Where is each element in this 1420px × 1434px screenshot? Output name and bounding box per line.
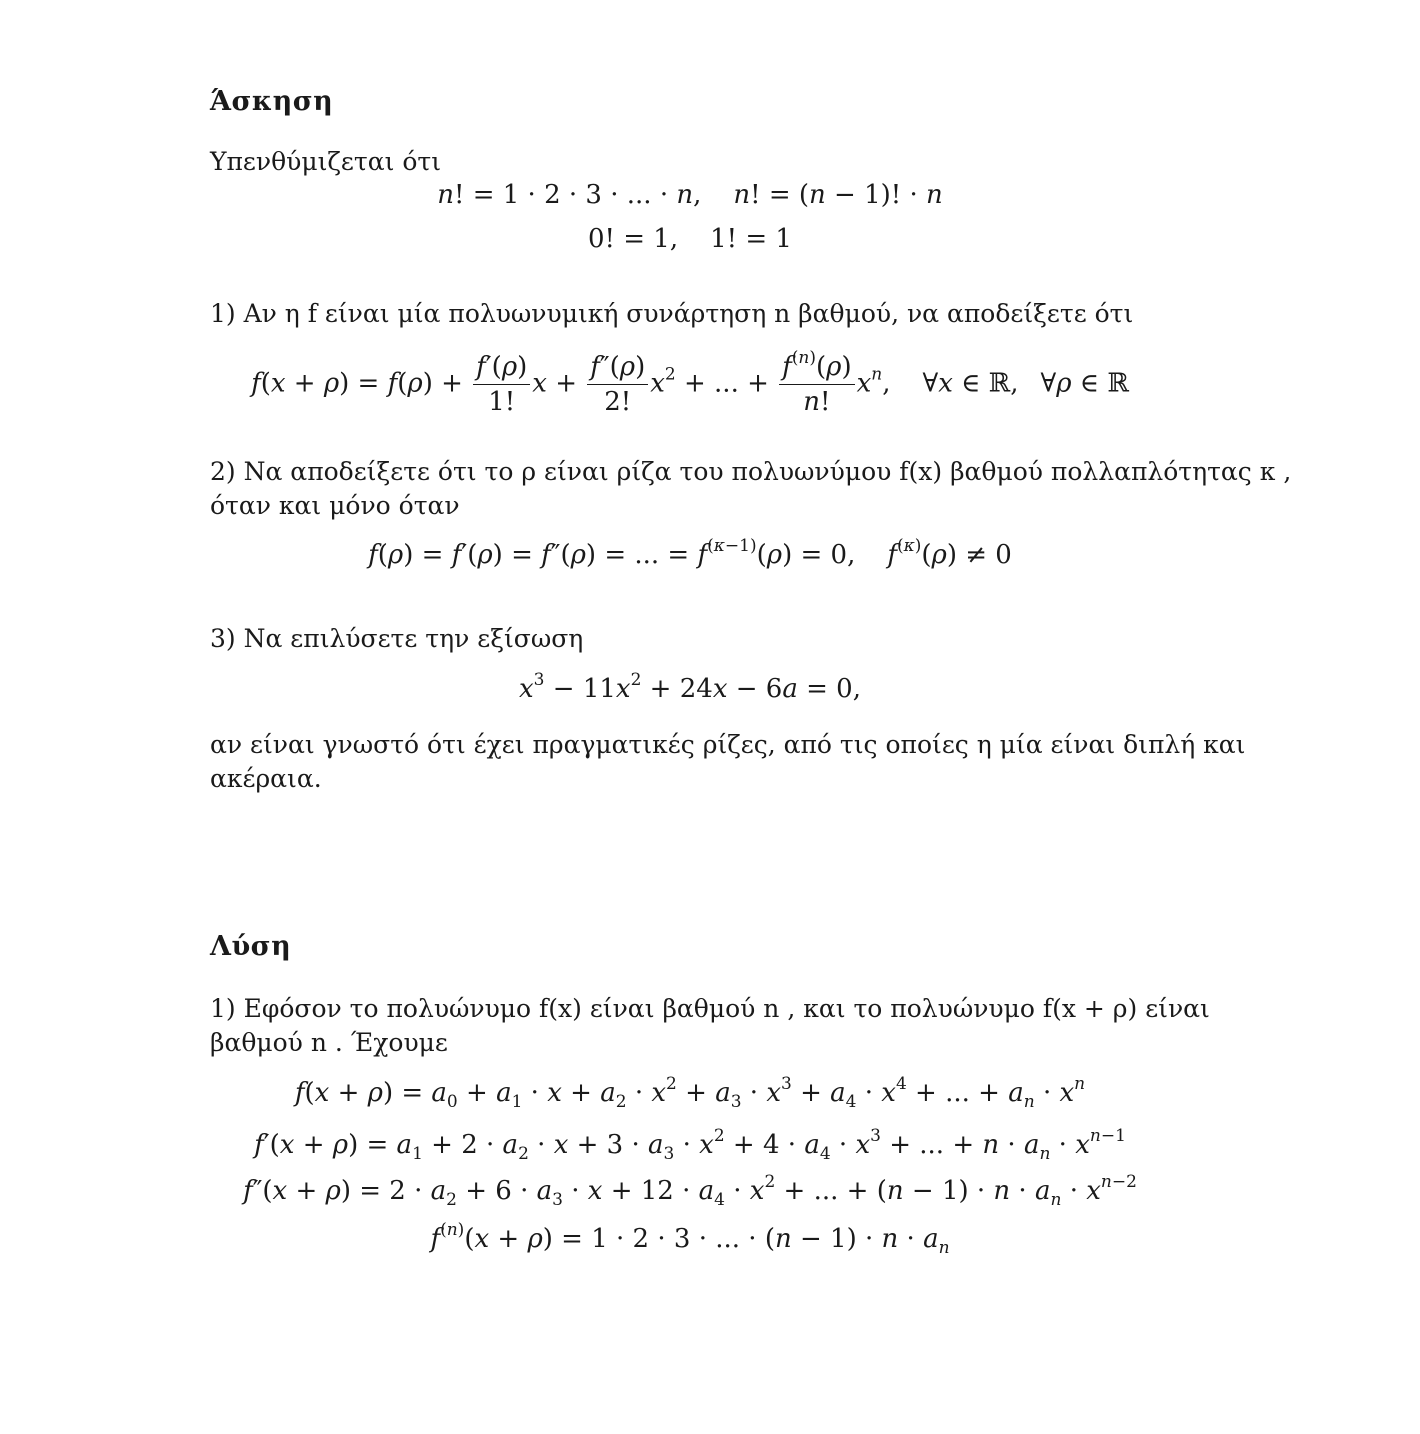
part2-statement-line2: όταν και μόνο όταν: [210, 491, 460, 520]
part2-statement-line1: 2) Να αποδείξετε ότι το ρ είναι ρίζα του πολυωνύμου f(x) βαθμού πολλαπλότητας κ ,: [210, 457, 1292, 486]
reminder-text: Υπενθύμιζεται ότι: [210, 147, 442, 176]
part3-condition-line2: ακέραια.: [210, 764, 322, 793]
exercise-heading: Άσκηση: [210, 86, 334, 117]
factorial-equation-1: n! = 1 · 2 · 3 · ... · n, n! = (n − 1)! · n: [437, 180, 943, 210]
cubic-equation: $x^3 - 11x^2 + 24x - 6a = 0$,: [519, 670, 861, 704]
solution-equation-f-prime: $f'(x + \rho) = a_1 + 2 \cdot a_2 \cdot x + 3 \cdot a_3 \cdot x^2 + 4 \cdot a_4 \cdot x^3$ + ... + $n \cdot a_n \cdot x^{n-1}$: [254, 1126, 1126, 1164]
solution-part1-line2: βαθμού n . Έχουμε: [210, 1028, 448, 1057]
multiplicity-condition: f(ρ) = f′(ρ) = f″(ρ) = ... = $f^{(\kappa-1)}(\rho) = 0$, $f^{(\kappa)}(\rho) \ne 0$: [368, 536, 1012, 570]
part3-statement: 3) Να επιλύσετε την εξίσωση: [210, 624, 584, 653]
part3-condition-line1: αν είναι γνωστό ότι έχει πραγματικές ρίζες, από τις οποίες η μία είναι διπλή και: [210, 730, 1246, 759]
solution-part1-line1: 1) Εφόσον το πολυώνυμο f(x) είναι βαθμού n , και το πολυώνυμο f(x + ρ) είναι: [210, 994, 1210, 1023]
part1-statement: 1) Αν η f είναι μία πολυωνυμική συνάρτηση n βαθμού, να αποδείξετε ότι: [210, 299, 1134, 328]
factorial-equation-2: 0! = 1, 1! = 1: [588, 224, 792, 254]
solution-heading: Λύση: [210, 931, 292, 962]
solution-equation-f-double-prime: $f''(x + \rho) = 2 \cdot a_2 + 6 \cdot a_3 \cdot x + 12 \cdot a_4 \cdot x^2$ + ... + $(n - 1) \cdot n \cdot a_n \cdot x^{n-2}$: [243, 1172, 1137, 1210]
taylor-equation: f(x + ρ) = f(ρ) + $\frac{f'(\rho)}{1!}$ x + $\frac{f''(\rho)}{2!}$ $x^2$ + ... + $\frac{f^{(n)}(\rho)}{n!}$ $x^n$, ∀x ∈ ℝ, ∀ρ ∈ ℝ: [251, 348, 1129, 417]
solution-equation-f-nth: $f^{(n)}(x + \rho) = 1 \cdot 2 \cdot 3$ · ... · $(n - 1) \cdot n \cdot a_n$: [430, 1220, 950, 1258]
solution-equation-f: $f(x + \rho) = a_0 + a_1 \cdot x + a_2 \cdot x^2 + a_3 \cdot x^3 + a_4 \cdot x^4$ + ... + $a_n \cdot x^n$: [294, 1074, 1086, 1112]
